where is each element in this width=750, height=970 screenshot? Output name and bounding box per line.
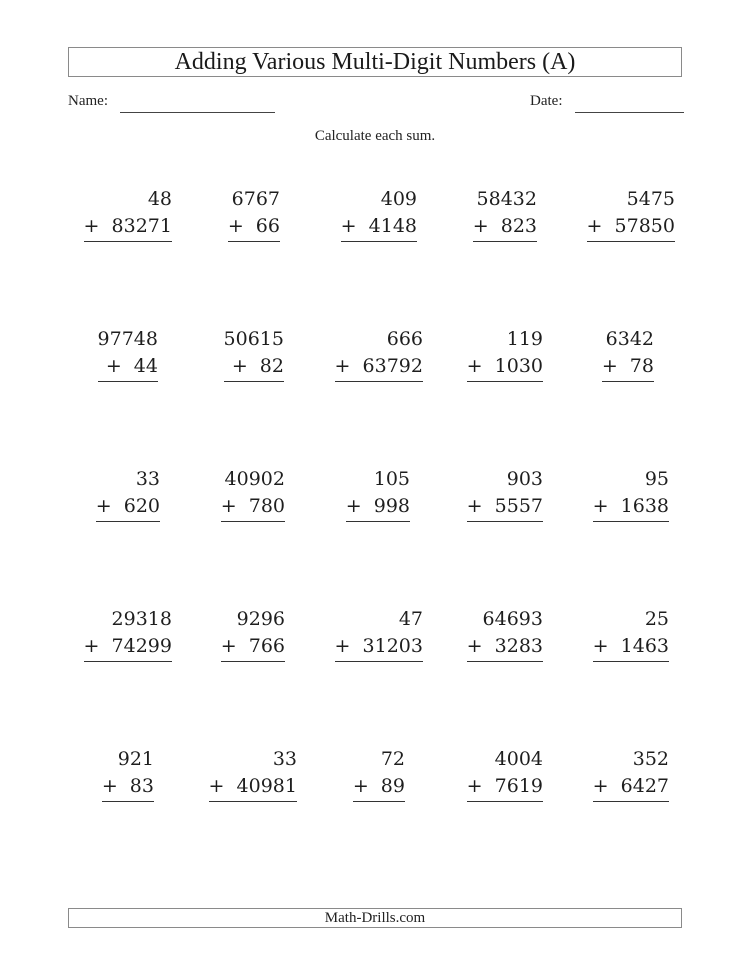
addend-bottom: + 57850 xyxy=(587,213,675,242)
addend-top: 64693 xyxy=(482,608,543,630)
addend-bottom: + 7619 xyxy=(467,773,543,802)
addend-bottom: + 6427 xyxy=(593,773,669,802)
addition-problem xyxy=(102,746,154,802)
addition-problem xyxy=(593,606,669,662)
addend-top: 25 xyxy=(644,608,669,630)
addition-problem xyxy=(221,606,285,662)
addend-bottom: + 83271 xyxy=(84,213,172,242)
addend-top: 105 xyxy=(373,468,410,490)
addend-bottom: + 998 xyxy=(346,493,410,522)
addition-problem xyxy=(221,466,285,522)
addend-top: 5475 xyxy=(626,188,675,210)
name-blank-line xyxy=(120,112,275,113)
addend-bottom: + 4148 xyxy=(341,213,417,242)
addition-problem xyxy=(98,326,158,382)
addend-top: 29318 xyxy=(111,608,172,630)
addend-top: 9296 xyxy=(236,608,285,630)
addend-bottom: + 40981 xyxy=(209,773,297,802)
addition-problem xyxy=(353,746,405,802)
addend-bottom: + 83 xyxy=(102,773,154,802)
addend-top: 95 xyxy=(644,468,669,490)
addend-top: 50615 xyxy=(223,328,284,350)
addend-top: 40902 xyxy=(224,468,285,490)
addend-bottom: + 78 xyxy=(602,353,654,382)
addend-top: 33 xyxy=(135,468,160,490)
addition-problem xyxy=(335,606,423,662)
addition-problem xyxy=(84,606,172,662)
addend-bottom: + 766 xyxy=(221,633,285,662)
addend-bottom: + 780 xyxy=(221,493,285,522)
addend-top: 666 xyxy=(386,328,423,350)
addend-bottom: + 620 xyxy=(96,493,160,522)
addend-top: 72 xyxy=(380,748,405,770)
addend-bottom: + 1463 xyxy=(593,633,669,662)
addend-bottom: + 1030 xyxy=(467,353,543,382)
addition-problem xyxy=(96,466,160,522)
addition-problem xyxy=(224,326,284,382)
addend-bottom: + 3283 xyxy=(467,633,543,662)
addition-problem xyxy=(341,186,417,242)
addend-bottom: + 31203 xyxy=(335,633,423,662)
date-blank-line xyxy=(575,112,684,113)
addend-bottom: + 89 xyxy=(353,773,405,802)
addition-problem xyxy=(587,186,675,242)
addend-top: 921 xyxy=(117,748,154,770)
addend-top: 47 xyxy=(398,608,423,630)
name-label: Name: xyxy=(68,93,108,109)
addend-top: 33 xyxy=(272,748,297,770)
addend-top: 6342 xyxy=(605,328,654,350)
addend-top: 58432 xyxy=(476,188,537,210)
addition-problem xyxy=(84,186,172,242)
addend-bottom: + 82 xyxy=(224,353,284,382)
addition-problem xyxy=(467,466,543,522)
addend-bottom: + 823 xyxy=(473,213,537,242)
date-label: Date: xyxy=(530,93,563,109)
addition-problem xyxy=(467,606,543,662)
addition-problem xyxy=(335,326,423,382)
instructions: Calculate each sum. xyxy=(314,128,436,144)
addition-problem xyxy=(593,466,669,522)
addend-bottom: + 66 xyxy=(228,213,280,242)
addend-top: 48 xyxy=(147,188,172,210)
addition-problem xyxy=(467,746,543,802)
addition-problem xyxy=(602,326,654,382)
addend-top: 409 xyxy=(380,188,417,210)
addend-bottom: + 1638 xyxy=(593,493,669,522)
addition-problem xyxy=(473,186,537,242)
addend-top: 119 xyxy=(506,328,543,350)
addition-problem xyxy=(346,466,410,522)
addend-top: 97748 xyxy=(97,328,158,350)
footer-credit: Math-Drills.com xyxy=(68,908,682,928)
addend-top: 352 xyxy=(632,748,669,770)
addend-bottom: + 63792 xyxy=(335,353,423,382)
addend-bottom: + 5557 xyxy=(467,493,543,522)
addend-bottom: + 74299 xyxy=(84,633,172,662)
addend-top: 4004 xyxy=(494,748,543,770)
addition-problem xyxy=(209,746,297,802)
addend-top: 903 xyxy=(506,468,543,490)
addition-problem xyxy=(593,746,669,802)
addition-problem xyxy=(228,186,280,242)
addend-top: 6767 xyxy=(231,188,280,210)
addition-problem xyxy=(467,326,543,382)
addend-bottom: + 44 xyxy=(98,353,158,382)
worksheet-title: Adding Various Multi-Digit Numbers (A) xyxy=(68,47,682,77)
